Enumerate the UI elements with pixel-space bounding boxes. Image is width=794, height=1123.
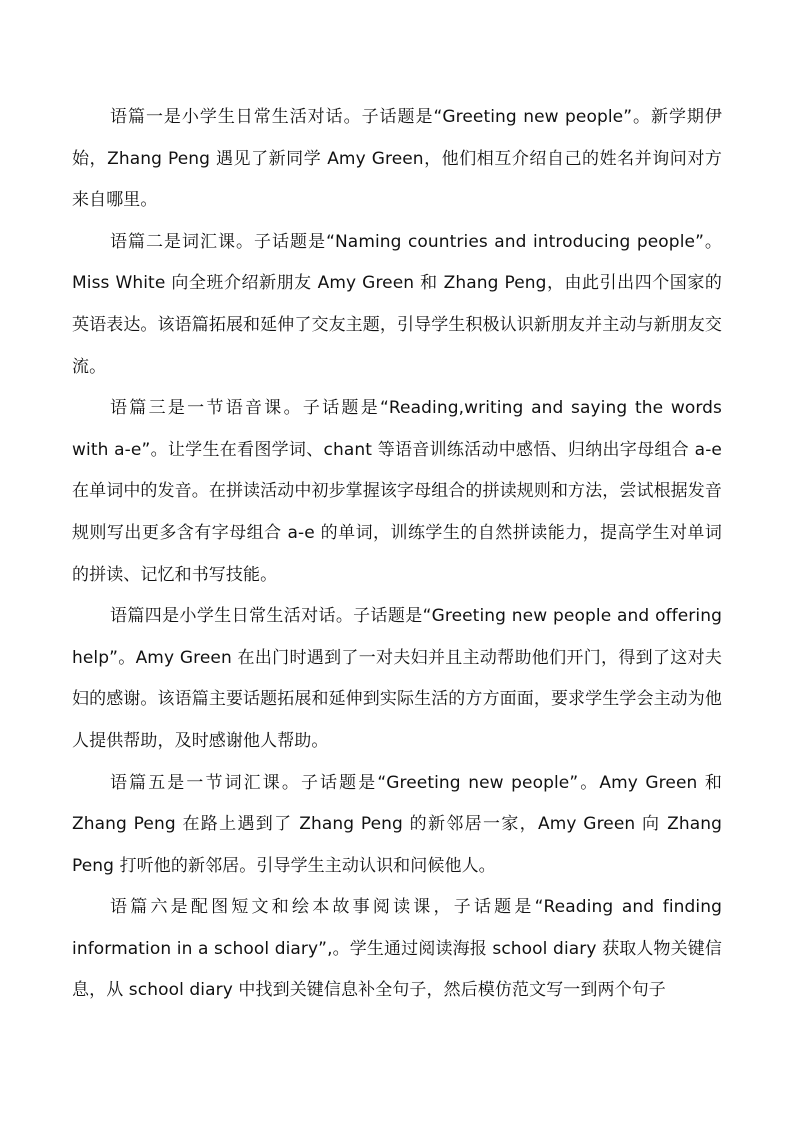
paragraph-5: 语篇五是一节词汇课。子话题是“Greeting new people”。Amy Green 和 Zhang Peng 在路上遇到了 Zhang Peng 的新邻居一家，Amy Green 向 Zhang Peng 打听他的新邻居。引导学生主动认识和问候他人。 bbox=[72, 772, 722, 876]
document-body bbox=[72, 97, 722, 1012]
paragraph-3: 语篇三是一节语音课。子话题是“Reading,writing and saying the words with a-e”。让学生在看图学词、chant 等语音训练活动中感悟、归纳出字母组合 a-e 在单词中的发音。在拼读活动中初步掌握该字母组合的拼读规则和方法，尝试根据发音规则写出更多含有字母组合 a-e 的单词，训练学生的自然拼读能力，提高学生对单词的拼读、记忆和书写技能。 bbox=[72, 398, 722, 585]
paragraph-1: 语篇一是小学生日常生活对话。子话题是“Greeting new people”。新学期伊始，Zhang Peng 遇见了新同学 Amy Green，他们相互介绍自己的姓名并询问对方来自哪里。 bbox=[72, 107, 722, 211]
paragraph-6: 语篇六是配图短文和绘本故事阅读课，子话题是“Reading and finding information in a school diary”,。学生通过阅读海报 school diary 获取人物关键信息，从 school diary 中找到关键信息补全句子，然后模仿范文写一到两个句子 bbox=[72, 897, 722, 1001]
paragraph-4: 语篇四是小学生日常生活对话。子话题是“Greeting new people and offering help”。Amy Green 在出门时遇到了一对夫妇并且主动帮助他们开门，得到了这对夫妇的感谢。该语篇主要话题拓展和延伸到实际生活的方方面面，要求学生学会主动为他人提供帮助，及时感谢他人帮助。 bbox=[72, 606, 722, 751]
paragraph-2: 语篇二是词汇课。子话题是“Naming countries and introducing people”。Miss White 向全班介绍新朋友 Amy Green 和 Zhang Peng，由此引出四个国家的英语表达。该语篇拓展和延伸了交友主题，引导学生积极认识新朋友并主动与新朋友交流。 bbox=[72, 231, 722, 377]
